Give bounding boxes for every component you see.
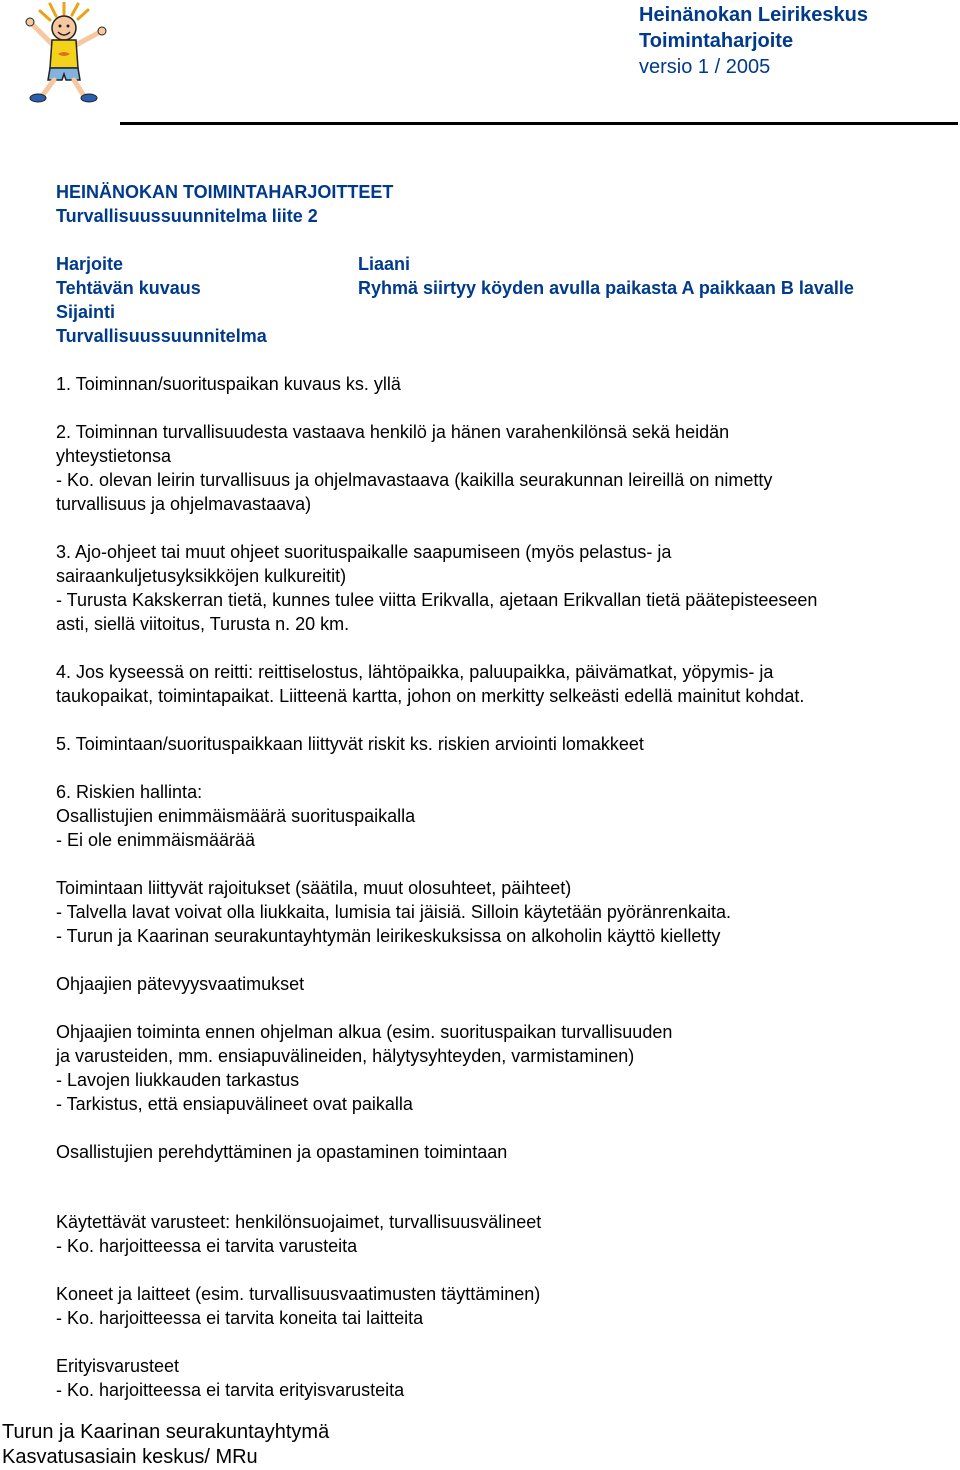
section-3-line: asti, siellä viitoitus, Turusta n. 20 km. [56, 614, 350, 634]
instructor-actions-line: - Tarkistus, että ensiapuvälineet ovat paikalla [56, 1094, 413, 1114]
section-4-line: 4. Jos kyseessä on reitti: reittiselostus, lähtöpaikka, paluupaikka, päivämatkat, yöpymis- ja [56, 662, 774, 682]
section-2-line: - Ko. olevan leirin turvallisuus ja ohjelmavastaava (kaikilla seurakunnan leireillä on nimetty [56, 470, 773, 490]
special-equipment-line: Erityisvarusteet [56, 1356, 180, 1376]
footer-org: Turun ja Kaarinan seurakuntayhtymä [2, 1421, 330, 1443]
header-version: versio 1 / 2005 [639, 56, 771, 78]
field-value [358, 324, 946, 348]
section-6-line: 6. Riskien hallinta: [56, 782, 203, 802]
field-value: Ryhmä siirtyy köyden avulla paikasta A paikkaan B lavalle [358, 278, 854, 298]
special-equipment-line: - Ko. harjoitteessa ei tarvita erityisvarusteita [56, 1380, 405, 1400]
footer-unit: Kasvatusasiain keskus/ MRu [2, 1446, 258, 1468]
restrictions-line: Toimintaan liittyvät rajoitukset (säätila, muut olosuhteet, päihteet) [56, 878, 572, 898]
restrictions-line: - Turun ja Kaarinan seurakuntayhtymän leirikeskuksissa on alkoholin käyttö kielletty [56, 926, 721, 946]
field-label: Sijainti [56, 302, 116, 322]
header-org: Heinänokan Leirikeskus [639, 4, 868, 26]
document-footer [2, 1420, 329, 1470]
field-label: Tehtävän kuvaus [56, 278, 201, 298]
field-table [56, 252, 946, 348]
instructor-actions-line: Ohjaajien toiminta ennen ohjelman alkua (esim. suorituspaikan turvallisuuden [56, 1022, 673, 1042]
machines-line: Koneet ja laitteet (esim. turvallisuusvaatimusten täyttäminen) [56, 1284, 541, 1304]
doc-title: HEINÄNOKAN TOIMINTAHARJOITTEET [56, 182, 394, 202]
instructor-actions-line: - Lavojen liukkauden tarkastus [56, 1070, 300, 1090]
field-label: Harjoite [56, 254, 124, 274]
section-3-line: 3. Ajo-ohjeet tai muut ohjeet suorituspaikalle saapumiseen (myös pelastus- ja [56, 542, 672, 562]
orientation-heading: Osallistujien perehdyttäminen ja opastaminen toimintaan [56, 1142, 508, 1162]
section-1: 1. Toiminnan/suorituspaikan kuvaus ks. yllä [56, 374, 401, 394]
qualifications-heading: Ohjaajien pätevyysvaatimukset [56, 974, 305, 994]
instructor-actions-line: ja varusteiden, mm. ensiapuvälineiden, hälytysyhteyden, varmistaminen) [56, 1046, 635, 1066]
section-6-line: Osallistujien enimmäismäärä suorituspaikalla [56, 806, 416, 826]
field-value: Liaani [358, 254, 411, 274]
equipment-line: - Ko. harjoitteessa ei tarvita varusteita [56, 1236, 358, 1256]
equipment-line: Käytettävät varusteet: henkilönsuojaimet, turvallisuusvälineet [56, 1212, 542, 1232]
section-5: 5. Toimintaan/suorituspaikkaan liittyvät riskit ks. riskien arviointi lomakkeet [56, 734, 644, 754]
section-6-line: - Ei ole enimmäismäärää [56, 830, 256, 850]
section-2-line: 2. Toiminnan turvallisuudesta vastaava henkilö ja hänen varahenkilönsä sekä heidän [56, 422, 730, 442]
header-divider [120, 122, 958, 125]
document-body [56, 180, 946, 1402]
machines-line: - Ko. harjoitteessa ei tarvita koneita tai laitteita [56, 1308, 424, 1328]
section-3-line: sairaankuljetusyksikköjen kulkureitit) [56, 566, 347, 586]
section-4-line: taukopaikat, toimintapaikat. Liitteenä kartta, johon on merkitty selkeästi edellä mainitut kohdat. [56, 686, 805, 706]
doc-subtitle: Turvallisuussuunnitelma liite 2 [56, 206, 318, 226]
section-2-line: turvallisuus ja ohjelmavastaava) [56, 494, 312, 514]
restrictions-line: - Talvella lavat voivat olla liukkaita, lumisia tai jäisiä. Silloin käytetään pyöränrenkaita. [56, 902, 731, 922]
field-value [358, 300, 946, 324]
section-3-line: - Turusta Kakskerran tietä, kunnes tulee viitta Erikvalla, ajetaan Erikvallan tietä päätepisteeseen [56, 590, 818, 610]
document-header [639, 2, 868, 80]
header-doc-type: Toimintaharjoite [639, 30, 794, 52]
logo-figure-icon [14, 2, 122, 104]
section-2-line: yhteystietonsa [56, 446, 172, 466]
field-label: Turvallisuussuunnitelma [56, 326, 267, 346]
